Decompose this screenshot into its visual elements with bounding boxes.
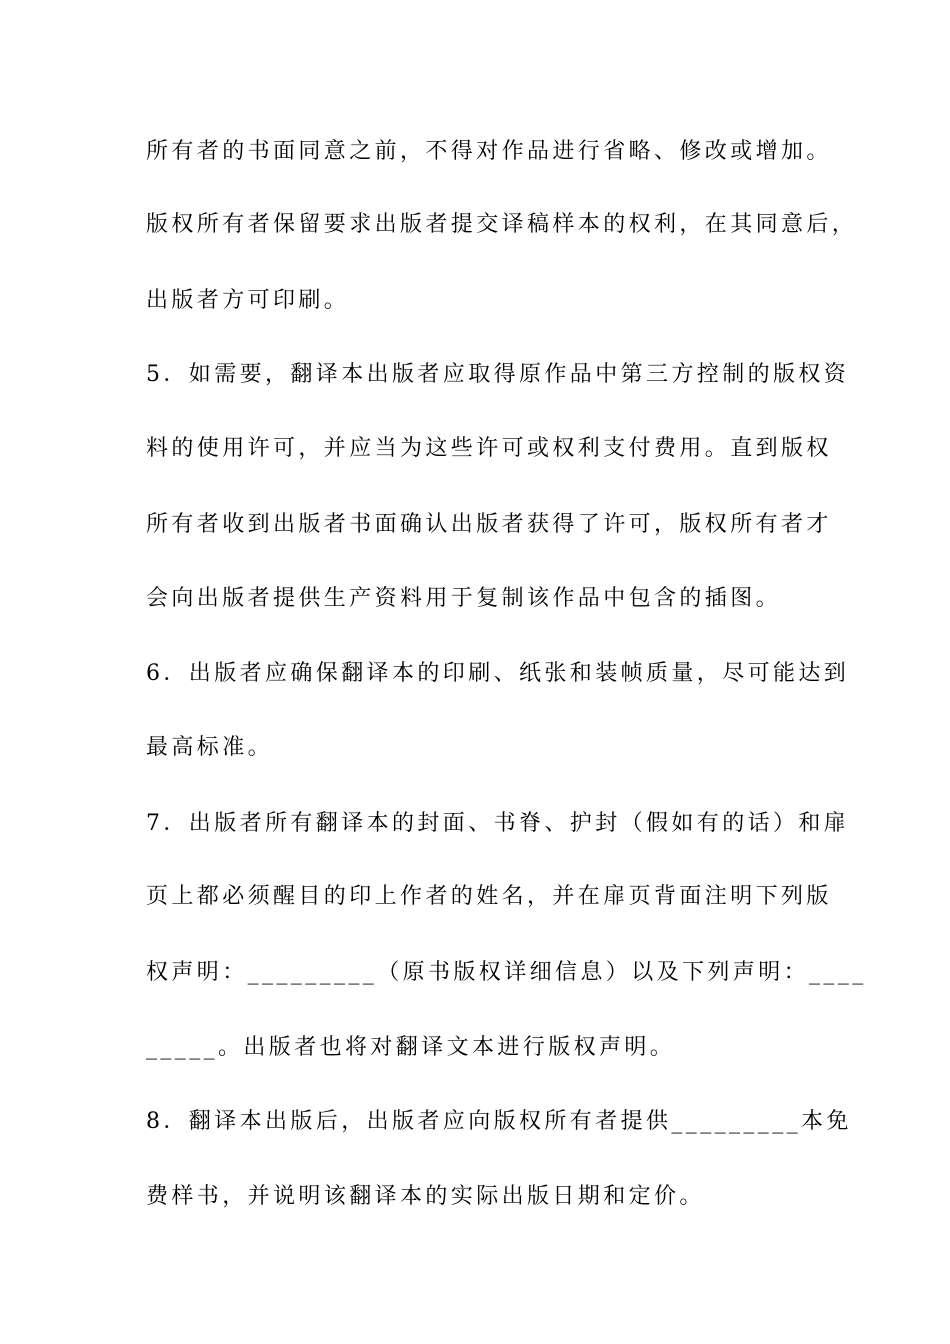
- paragraph-line-14: 8．翻译本出版后，出版者应向版权所有者提供_________本免: [146, 1109, 852, 1134]
- paragraph-line-10: 7．出版者所有翻译本的封面、书脊、护封（假如有的话）和扉: [146, 811, 850, 836]
- paragraph-line-5: 料的使用许可，并应当为这些许可或权利支付费用。直到版权: [146, 436, 832, 461]
- paragraph-line-13: _____。出版者也将对翻译文本进行版权声明。: [146, 1035, 676, 1060]
- paragraph-line-12: 权声明：_________（原书版权详细信息）以及下列声明：____: [146, 960, 867, 985]
- paragraph-line-8: 6．出版者应确保翻译本的印刷、纸张和装帧质量，尽可能达到: [146, 661, 850, 686]
- paragraph-line-2: 版权所有者保留要求出版者提交译稿样本的权利，在其同意后，: [146, 212, 858, 237]
- paragraph-line-3: 出版者方可印刷。: [146, 288, 350, 313]
- paragraph-line-9: 最高标准。: [146, 735, 274, 760]
- paragraph-line-11: 页上都必须醒目的印上作者的姓名，并在扉页背面注明下列版: [146, 884, 832, 909]
- paragraph-line-7: 会向出版者提供生产资料用于复制该作品中包含的插图。: [146, 586, 782, 611]
- paragraph-line-6: 所有者收到出版者书面确认出版者获得了许可，版权所有者才: [146, 512, 832, 537]
- paragraph-line-15: 费样书，并说明该翻译本的实际出版日期和定价。: [146, 1184, 705, 1209]
- paragraph-line-1: 所有者的书面同意之前，不得对作品进行省略、修改或增加。: [146, 139, 832, 164]
- paragraph-line-4: 5．如需要，翻译本出版者应取得原作品中第三方控制的版权资: [146, 362, 850, 387]
